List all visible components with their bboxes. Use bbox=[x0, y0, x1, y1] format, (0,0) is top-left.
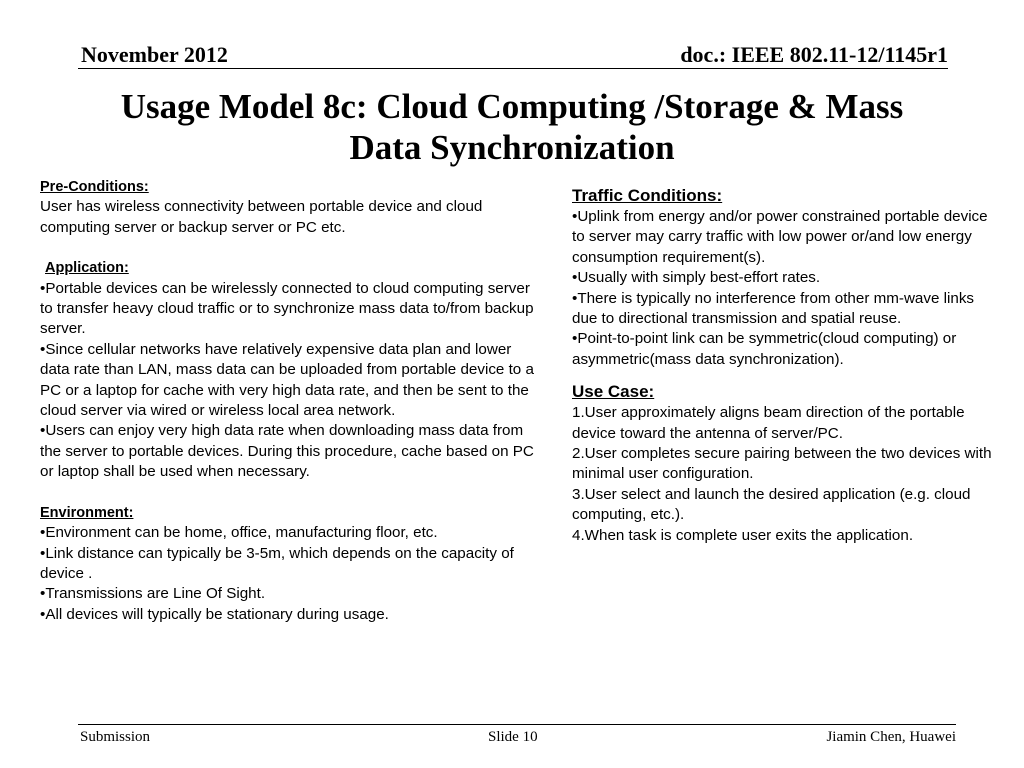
traffic-item: •Point-to-point link can be symmetric(cloud computing) or asymmetric(mass data synchronization). bbox=[572, 330, 957, 368]
application-heading: Application: bbox=[45, 260, 129, 277]
traffic-item: •Uplink from energy and/or power constrained portable device to server may carry traffic with low power or/and low energy consumption requirement(s). bbox=[572, 208, 988, 266]
slide-title bbox=[60, 86, 964, 168]
use-case-heading: Use Case: bbox=[572, 382, 655, 402]
application-item: •Users can enjoy very high data rate when downloading mass data from the server to portable devices. During this procedure, cache based on PC or laptop shall be used when necessary. bbox=[40, 422, 534, 481]
use-case-section bbox=[572, 381, 1002, 546]
application-item: •Portable devices can be wirelessly connected to cloud computing server to transfer heavy cloud traffic or to synchronize mass data to/from backup server. bbox=[40, 279, 534, 338]
application-section bbox=[40, 258, 540, 482]
environment-item: •All devices will typically be stationary during usage. bbox=[40, 605, 389, 623]
header-doc-id: doc.: IEEE 802.11-12/1145r1 bbox=[680, 42, 948, 67]
preconditions-section bbox=[40, 177, 540, 238]
use-case-step: 2.User completes secure pairing between the two devices with minimal user configuration. bbox=[572, 445, 992, 483]
environment-item: •Environment can be home, office, manufacturing floor, etc. bbox=[40, 524, 438, 542]
slide-title-line-2: Data Synchronization bbox=[349, 128, 675, 167]
preconditions-heading: Pre-Conditions: bbox=[40, 179, 149, 195]
preconditions-text: User has wireless connectivity between portable device and cloud computing server or backup server or PC etc. bbox=[40, 198, 483, 236]
slide-title-line-1: Usage Model 8c: Cloud Computing /Storage & Mass bbox=[120, 87, 904, 126]
footer-submission: Submission bbox=[80, 729, 151, 745]
use-case-step: 4.When task is complete user exits the application. bbox=[572, 526, 914, 544]
traffic-section bbox=[572, 185, 1002, 370]
environment-heading: Environment: bbox=[40, 504, 134, 521]
footer-slide-number: Slide 10 bbox=[488, 729, 538, 745]
application-item: •Since cellular networks have relatively expensive data plan and lower data rate than LAN, mass data can be uploaded from portable device to a PC or a laptop for cache with very high data rate, and then be sent to the cloud server via wired or wireless local area network. bbox=[40, 340, 534, 420]
footer-author: Jiamin Chen, Huawei bbox=[826, 729, 956, 745]
use-case-step: 1.User approximately aligns beam direction of the portable device toward the antenna of server/PC. bbox=[572, 404, 965, 442]
traffic-heading: Traffic Conditions: bbox=[572, 186, 723, 205]
traffic-item: •Usually with simply best-effort rates. bbox=[572, 269, 821, 287]
traffic-item: •There is typically no interference from other mm-wave links due to directional transmission and spatial reuse. bbox=[572, 289, 975, 328]
environment-item: •Link distance can typically be 3-5m, which depends on the capacity of device . bbox=[40, 544, 514, 582]
right-column bbox=[572, 185, 1002, 546]
header-date: November 2012 bbox=[81, 42, 228, 67]
header-divider bbox=[78, 68, 948, 69]
left-column bbox=[40, 177, 540, 625]
use-case-step: 3.User select and launch the desired application (e.g. cloud computing, etc.). bbox=[572, 485, 971, 524]
environment-section bbox=[40, 503, 540, 625]
footer-divider bbox=[78, 724, 956, 725]
environment-item: •Transmissions are Line Of Sight. bbox=[40, 585, 266, 603]
